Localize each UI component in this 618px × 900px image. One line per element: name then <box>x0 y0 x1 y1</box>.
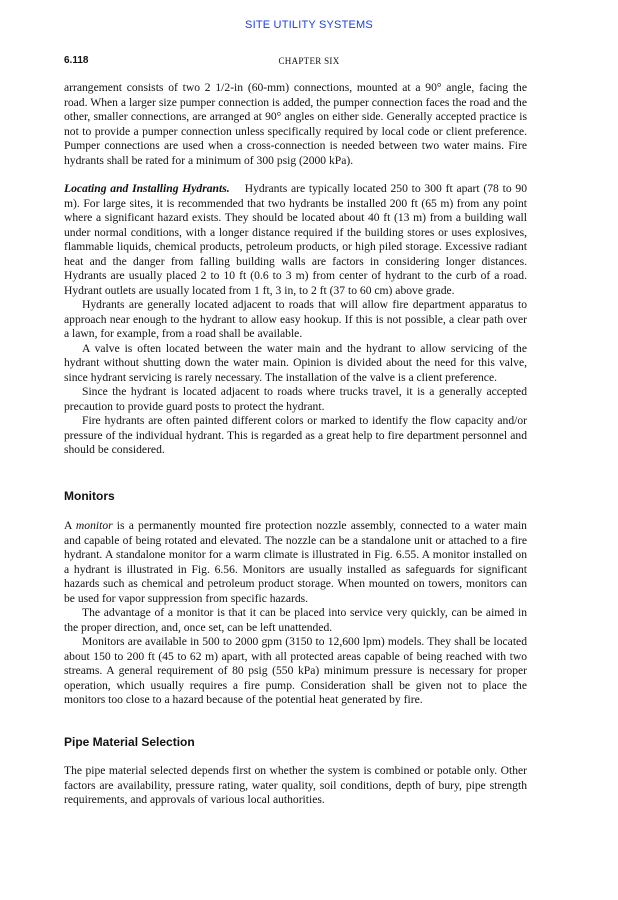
hydrants-paragraph-1-text: Hydrants are typically located 250 to 300 ft apart (78 to 90 m). For large sites, it is recommended that two hydrants be installed 200 ft (65 m) from any point where a significant hazard exists. They should be located about 40 ft (13 m) from a building wall under normal conditions, with a longer distance required if the building stores or uses explosives, flammable liquids, chemical products, petroleum products, or high piled storage. Excessive radiant heat and the danger from falling building walls are factors in considering longer distances. Hydrants are usually placed 2 to 10 ft (0.6 to 3 m) from center of hydrant to the curb of a road. Hydrant outlets are usually located from 1 ft, 3 in, to 2 ft (37 to 60 cm) above grade. <box>64 182 527 297</box>
hydrants-paragraph-1 <box>64 182 527 298</box>
monitors-paragraph-3: Monitors are available in 500 to 2000 gpm (3150 to 12,600 lpm) models. They shall be located about 150 to 200 ft (45 to 62 m) apart, with all protected areas capable of being reached with two streams. A general requirement of 80 psig (550 kPa) minimum pressure is necessary for proper operation, which usually requires a fire pump. Consideration shall be given not to place the monitors too close to a hazard because of the potential heat generated by fire. <box>64 635 527 706</box>
hydrants-paragraph-3: A valve is often located between the water main and the hydrant to allow servicing of the hydrant without shutting down the water main. Opinion is divided about the need for this valve, since hydrant servicing is rarely necessary. The installation of the valve is a client preference. <box>64 341 527 384</box>
hydrants-paragraph-4: Since the hydrant is located adjacent to roads where trucks travel, it is a generally accepted precaution to provide guard posts to protect the hydrant. <box>64 385 527 413</box>
hydrants-paragraph-2: Hydrants are generally located adjacent to roads that will allow fire department apparatus to approach near enough to the hydrant to allow easy hookup. If this is not possible, a clear path over a lawn, for example, from a road shall be available. <box>64 298 527 340</box>
page-number: 6.118 <box>64 55 89 66</box>
pipe-material-paragraph: The pipe material selected depends first on whether the system is combined or potable only. Other factors are availability, pressure rating, water quality, soil conditions, depth of bury, pipe strength requirements, and approvals of various local authorities. <box>64 764 527 806</box>
runin-heading-hydrants: Locating and Installing Hydrants. <box>64 182 230 195</box>
chapter-title: CHAPTER SIX <box>278 56 340 66</box>
monitor-term: monitor <box>75 519 113 532</box>
body-text <box>64 81 527 808</box>
monitors-paragraph-1 <box>64 519 527 606</box>
section-heading-pipe-material: Pipe Material Selection <box>64 734 195 749</box>
section-heading-monitors: Monitors <box>64 488 115 503</box>
monitors-p1-lead: A <box>64 519 76 532</box>
running-head: SITE UTILITY SYSTEMS <box>245 19 373 31</box>
hydrants-paragraph-5: Fire hydrants are often painted different colors or marked to identify the flow capacity and/or pressure of the individual hydrant. This is regarded as a great help to fire department personnel and should be considered. <box>64 414 527 456</box>
intro-paragraph: arrangement consists of two 2 1/2-in (60-mm) connections, mounted at a 90° angle, facing the road. When a larger size pumper connection is added, the pumper connection faces the road and the other, smaller connections, are arranged at 90° angles on either side. Generally accepted practice is not to provide a pumper connection unless specifically required by local code or client preference. Pumper connections are used when a cross-connection is needed between two water mains. Fire hydrants shall be rated for a minimum of 300 psig (2000 kPa). <box>64 81 527 167</box>
monitors-p1-rest: is a permanently mounted fire protection nozzle assembly, connected to a water main and capable of being rotated and elevated. The nozzle can be a standalone unit or attached to a fire hydrant. A standalone monitor for a warm climate is illustrated in Fig. 6.55. A monitor installed on a hydrant is illustrated in Fig. 6.56. Monitors are usually installed as safeguards for significant hazards such as chemical and petroleum product storage. When mounted on towers, monitors can be used for vapor suppression from specific hazards. <box>64 519 527 605</box>
monitors-paragraph-2: The advantage of a monitor is that it can be placed into service very quickly, can be aimed in the proper direction, and, once set, can be left unattended. <box>64 606 527 634</box>
